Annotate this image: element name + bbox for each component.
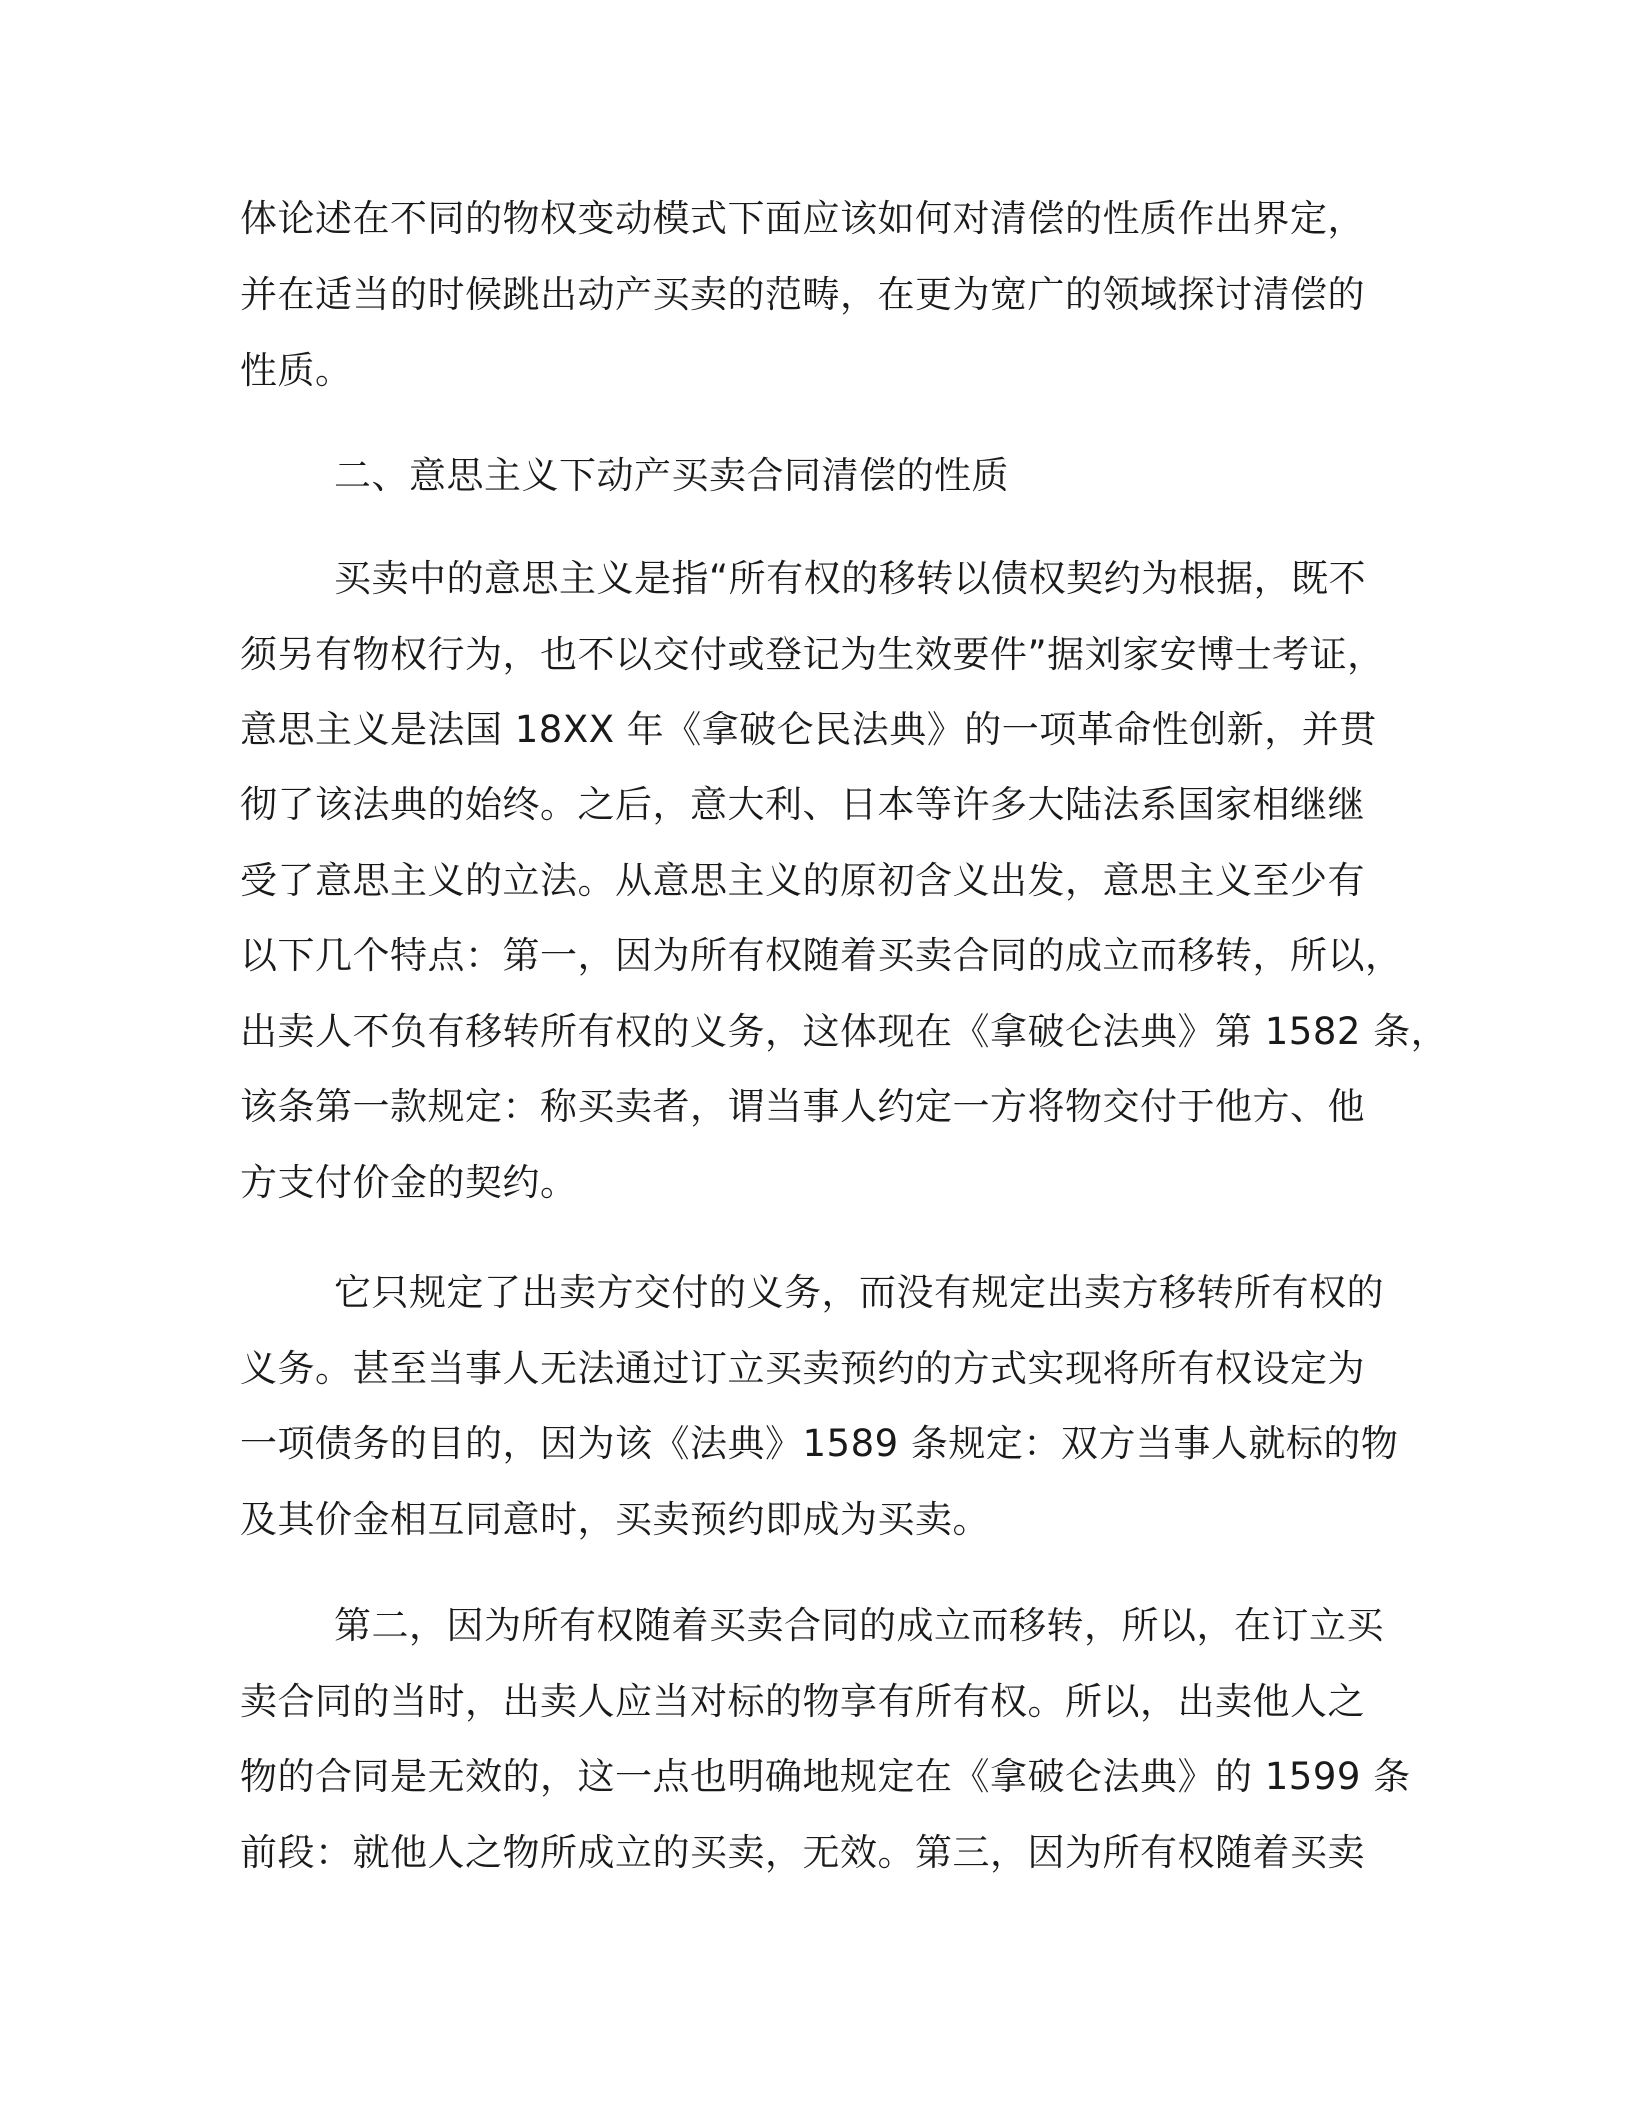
text-line: 卖合同的当时，出卖人应当对标的物享有所有权。所以，出卖他人之	[240, 1680, 1365, 1723]
text-line: 及其价金相互同意时，买卖预约即成为买卖。	[240, 1498, 990, 1541]
text-line: 物的合同是无效的，这一点也明确地规定在《拿破仑法典》的 1599 条	[240, 1755, 1411, 1798]
text-line: 性质。	[240, 349, 353, 392]
text-line: 意思主义是法国 18XX 年《拿破仑民法典》的一项革命性创新，并贯	[240, 708, 1377, 751]
text-line: 一项债务的目的，因为该《法典》1589 条规定：双方当事人就标的物	[240, 1422, 1399, 1465]
text-line: 并在适当的时候跳出动产买卖的范畴，在更为宽广的领域探讨清偿的	[240, 273, 1365, 316]
text-line: 买卖中的意思主义是指“所有权的移转以债权契约为根据，既不	[334, 557, 1367, 600]
text-line: 出卖人不负有移转所有权的义务，这体现在《拿破仑法典》第 1582 条，	[240, 1010, 1449, 1053]
text-line: 前段：就他人之物所成立的买卖，无效。第三，因为所有权随着买卖	[240, 1831, 1365, 1874]
text-line: 第二，因为所有权随着买卖合同的成立而移转，所以，在订立买	[334, 1604, 1384, 1647]
text-line: 方支付价金的契约。	[240, 1161, 578, 1204]
text-line: 以下几个特点：第一，因为所有权随着买卖合同的成立而移转，所以，	[240, 934, 1403, 977]
section-heading: 二、意思主义下动产买卖合同清偿的性质	[334, 454, 1009, 497]
text-line: 体论述在不同的物权变动模式下面应该如何对清偿的性质作出界定，	[240, 197, 1365, 240]
text-line: 彻了该法典的始终。之后，意大利、日本等许多大陆法系国家相继继	[240, 783, 1365, 826]
text-line: 受了意思主义的立法。从意思主义的原初含义出发，意思主义至少有	[240, 859, 1365, 902]
text-line: 它只规定了出卖方交付的义务，而没有规定出卖方移转所有权的	[334, 1271, 1384, 1314]
text-line: 须另有物权行为，也不以交付或登记为生效要件”据刘家安博士考证，	[240, 633, 1385, 676]
text-line: 该条第一款规定：称买卖者，谓当事人约定一方将物交付于他方、他	[240, 1085, 1365, 1128]
text-line: 义务。甚至当事人无法通过订立买卖预约的方式实现将所有权设定为	[240, 1347, 1365, 1390]
